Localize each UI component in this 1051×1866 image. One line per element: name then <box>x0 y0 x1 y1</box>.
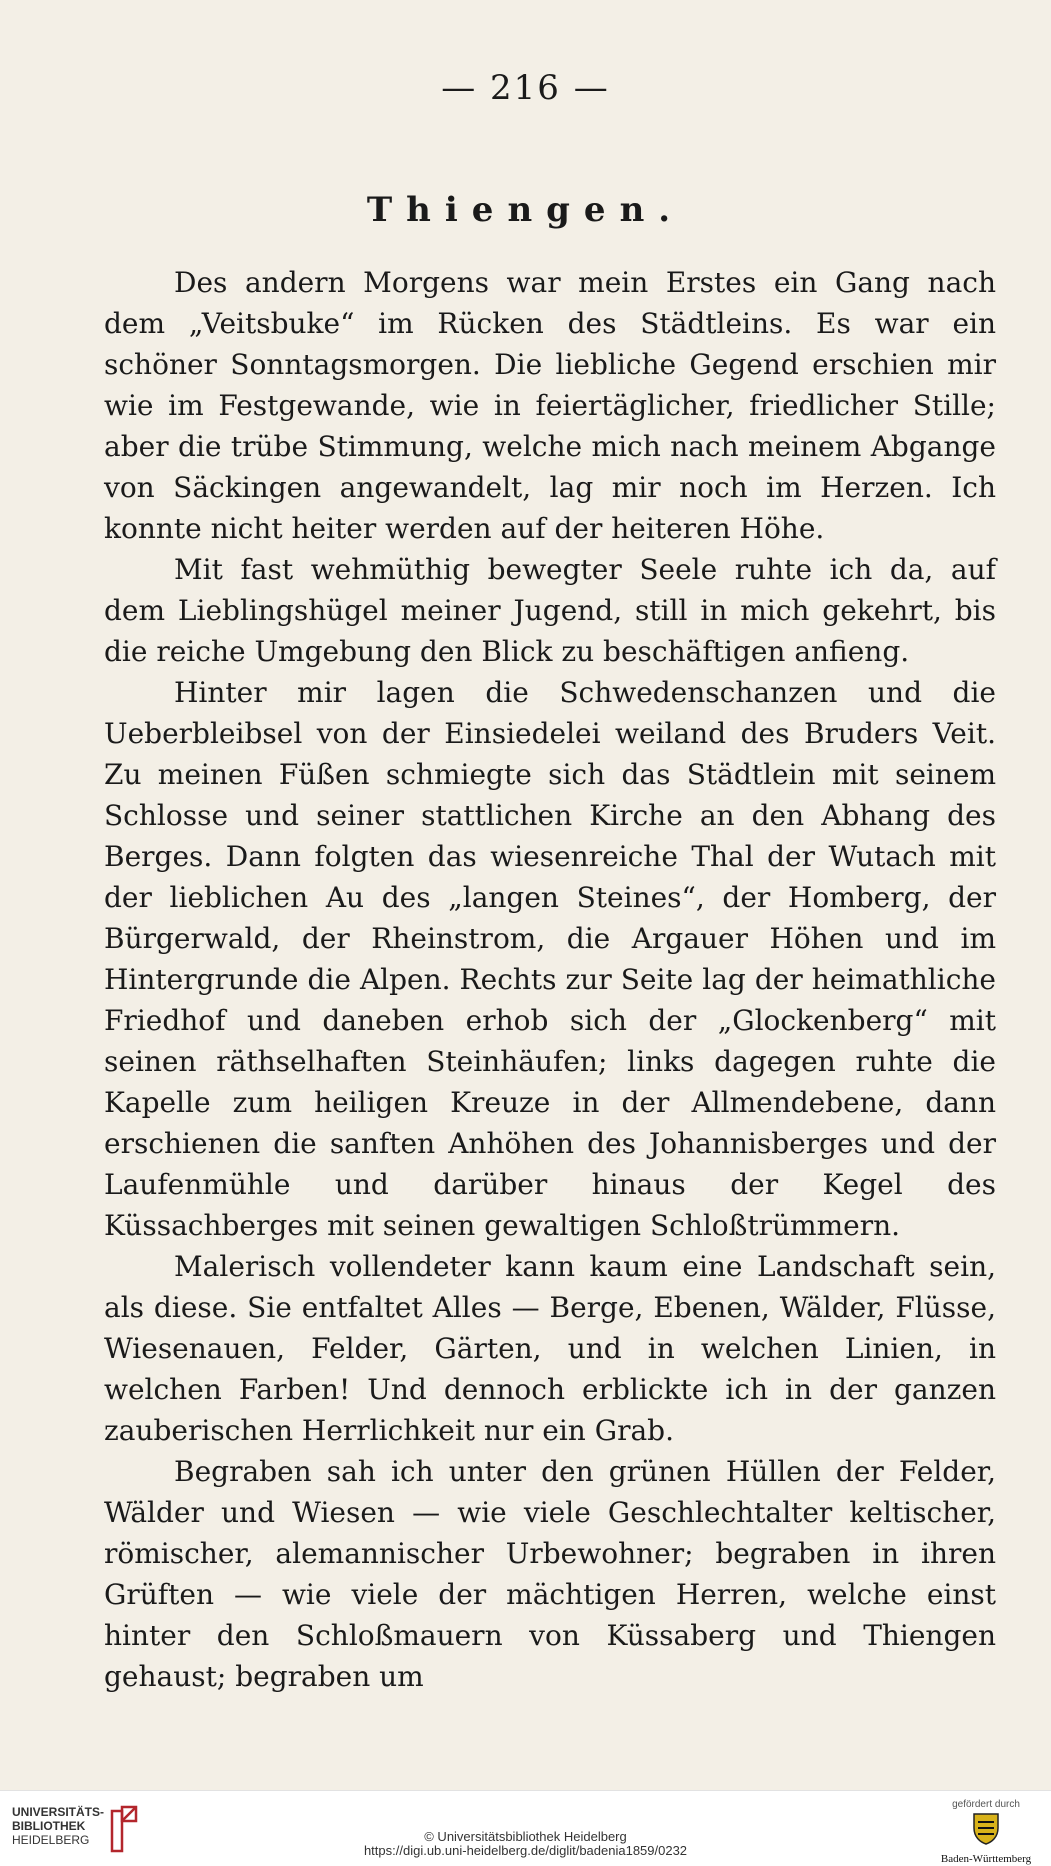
library-name-line3: HEIDELBERG <box>12 1833 90 1847</box>
body-text <box>104 262 996 1697</box>
permalink[interactable]: https://digi.ub.uni-heidelberg.de/diglit/badenia1859/0232 <box>363 1843 688 1858</box>
paragraph: Hinter mir lagen die Schwedenschanzen und die Ueberbleibsel von der Einsiedelei weiland des Bruders Veit. Zu meinen Füßen schmiegte sich das Städtlein mit seinem Schlosse und seiner stattlichen Kirche an den Abhang des Berges. Dann folgten das wiesenreiche Thal der Wutach mit der lieblichen Au des „langen Steines“, der Homberg, der Bürgerwald, der Rheinstrom, die Argauer Höhen und im Hintergrunde die Alpen. Rechts zur Seite lag der heimathliche Friedhof und daneben erhob sich der „Glockenberg“ mit seinen räthselhaften Steinhäufen; links dagegen ruhte die Kapelle zum heiligen Kreuze in der Allmendebene, dann erschienen die sanften Anhöhen des Johannisberges und der Laufenmühle und darüber hinaus der Kegel des Küssachberges mit seinen gewaltigen Schloßtrümmern. <box>104 676 996 1242</box>
footer-bar <box>0 1790 1051 1866</box>
copyright-text: © Universitätsbibliothek Heidelberg <box>424 1829 627 1844</box>
baden-wuerttemberg-crest-icon <box>968 1810 1004 1846</box>
sponsor-name: Baden-Württemberg <box>940 1853 1032 1865</box>
chapter-title: Thiengen. <box>366 190 685 230</box>
page-number: — 216 — <box>441 68 610 108</box>
library-name-line2: BIBLIOTHEK <box>12 1819 86 1833</box>
paragraph: Malerisch vollendeter kann kaum eine Landschaft sein, als diese. Sie entfaltet Alles — Berge, Ebenen, Wälder, Flüsse, Wiesenauen, Felder, Gärten, und in welchen Linien, in welchen Farben! Und dennoch erblickte ich in der ganzen zauberischen Herrlichkeit nur ein Grab. <box>104 1250 996 1447</box>
paragraph: Begraben sah ich unter den grünen Hüllen der Felder, Wälder und Wiesen — wie viele Geschlechtalter keltischer, römischer, alemannischer Urbewohner; begraben in ihren Grüften — wie viele der mächtigen Herren, welche einst hinter den Schloßmauern von Küssaberg und Thiengen gehaust; begraben um <box>104 1455 996 1693</box>
sponsor-label: gefördert durch <box>952 1799 1020 1810</box>
paragraph: Mit fast wehmüthig bewegter Seele ruhte ich da, auf dem Lieblingshügel meiner Jugend, still in mich gekehrt, bis die reiche Umgebung den Blick zu beschäftigen anfieng. <box>104 553 996 668</box>
paragraph: Des andern Morgens war mein Erstes ein Gang nach dem „Veitsbuke“ im Rücken des Städtleins. Es war ein schöner Sonntagsmorgen. Die liebliche Gegend erschien mir wie im Festgewande, wie in feiertäglicher, friedlicher Stille; aber die trübe Stimmung, welche mich nach meinem Abgange von Säckingen angewandelt, lag mir noch im Herzen. Ich konnte nicht heiter werden auf der heiteren Höhe. <box>104 266 996 545</box>
library-name-line1: UNIVERSITÄTS- <box>12 1805 105 1819</box>
sponsor-block[interactable] <box>931 1799 1041 1865</box>
